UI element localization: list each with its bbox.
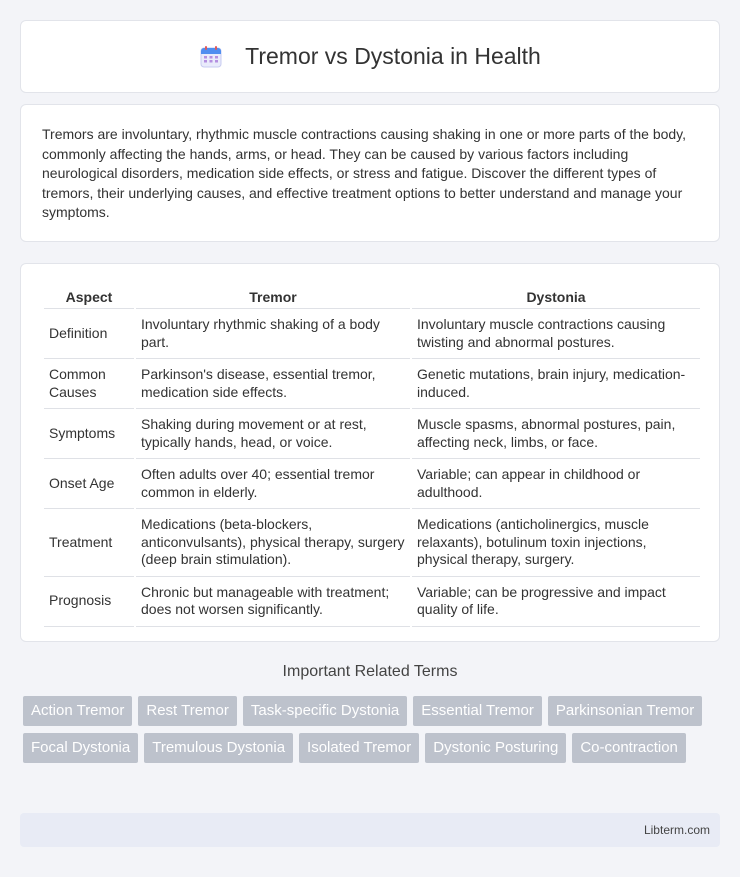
footer-link[interactable]: Libterm.com: [643, 823, 710, 837]
tremor-cell: Shaking during movement or at rest, typically hands, head, or voice.: [136, 409, 410, 459]
intro-card: [20, 104, 720, 242]
table-row: [44, 309, 700, 359]
related-terms-tags: [23, 696, 723, 763]
comparison-table-card: [20, 263, 720, 642]
dystonia-cell: Variable; can appear in childhood or adulthood.: [412, 459, 700, 509]
tag-action-tremor[interactable]: Action Tremor: [23, 696, 132, 726]
dystonia-cell: Variable; can be progressive and impact quality of life.: [412, 577, 700, 627]
tag-focal-dystonia[interactable]: Focal Dystonia: [23, 733, 138, 763]
tremor-cell: Parkinson's disease, essential tremor, medication side effects.: [136, 359, 410, 409]
page-title: Tremor vs Dystonia in Health: [245, 43, 541, 69]
related-terms-title: Important Related Terms: [282, 663, 458, 680]
aspect-cell: Treatment: [44, 509, 134, 577]
table-row: [44, 509, 700, 577]
intro-text: Tremors are involuntary, rhythmic muscle contractions causing shaking in one or more parts of the body, commonly affecting the hands, arms, or head. They can be caused by various factors including neurological disorders, medication side effects, or stress and fatigue. Discover the different types of tremors, their underlying causes, and effective treatment options to better understand and manage your symptoms.: [42, 126, 687, 220]
column-header-aspect: Aspect: [44, 286, 134, 309]
comparison-table: [42, 286, 702, 627]
dystonia-cell: Involuntary muscle contractions causing twisting and abnormal postures.: [412, 309, 700, 359]
aspect-cell: Prognosis: [44, 577, 134, 627]
tremor-cell: Chronic but manageable with treatment; does not worsen significantly.: [136, 577, 410, 627]
dystonia-cell: Muscle spasms, abnormal postures, pain, affecting neck, limbs, or face.: [412, 409, 700, 459]
tag-co-contraction[interactable]: Co-contraction: [572, 733, 686, 763]
tag-parkinsonian-tremor[interactable]: Parkinsonian Tremor: [548, 696, 702, 726]
table-row: [44, 459, 700, 509]
aspect-cell: Common Causes: [44, 359, 134, 409]
footer: [20, 813, 720, 847]
header: [199, 43, 541, 70]
table-row: [44, 577, 700, 627]
dystonia-cell: Medications (anticholinergics, muscle relaxants), botulinum toxin injections, physical therapy, surgery.: [412, 509, 700, 577]
tag-task-specific-dystonia[interactable]: Task-specific Dystonia: [243, 696, 407, 726]
tremor-cell: Medications (beta-blockers, anticonvulsants), physical therapy, surgery (deep brain stimulation).: [136, 509, 410, 577]
table-row: [44, 409, 700, 459]
tremor-cell: Involuntary rhythmic shaking of a body part.: [136, 309, 410, 359]
column-header-dystonia: Dystonia: [412, 286, 700, 309]
tag-isolated-tremor[interactable]: Isolated Tremor: [299, 733, 419, 763]
table-row: [44, 359, 700, 409]
tag-rest-tremor[interactable]: Rest Tremor: [138, 696, 237, 726]
tag-essential-tremor[interactable]: Essential Tremor: [413, 696, 542, 726]
tag-tremulous-dystonia[interactable]: Tremulous Dystonia: [144, 733, 293, 763]
table-header-row: [44, 286, 700, 309]
tremor-cell: Often adults over 40; essential tremor common in elderly.: [136, 459, 410, 509]
header-card: [20, 20, 720, 93]
aspect-cell: Definition: [44, 309, 134, 359]
tag-dystonic-posturing[interactable]: Dystonic Posturing: [425, 733, 566, 763]
aspect-cell: Symptoms: [44, 409, 134, 459]
dystonia-cell: Genetic mutations, brain injury, medication-induced.: [412, 359, 700, 409]
calendar-icon: [199, 45, 223, 69]
aspect-cell: Onset Age: [44, 459, 134, 509]
column-header-tremor: Tremor: [136, 286, 410, 309]
